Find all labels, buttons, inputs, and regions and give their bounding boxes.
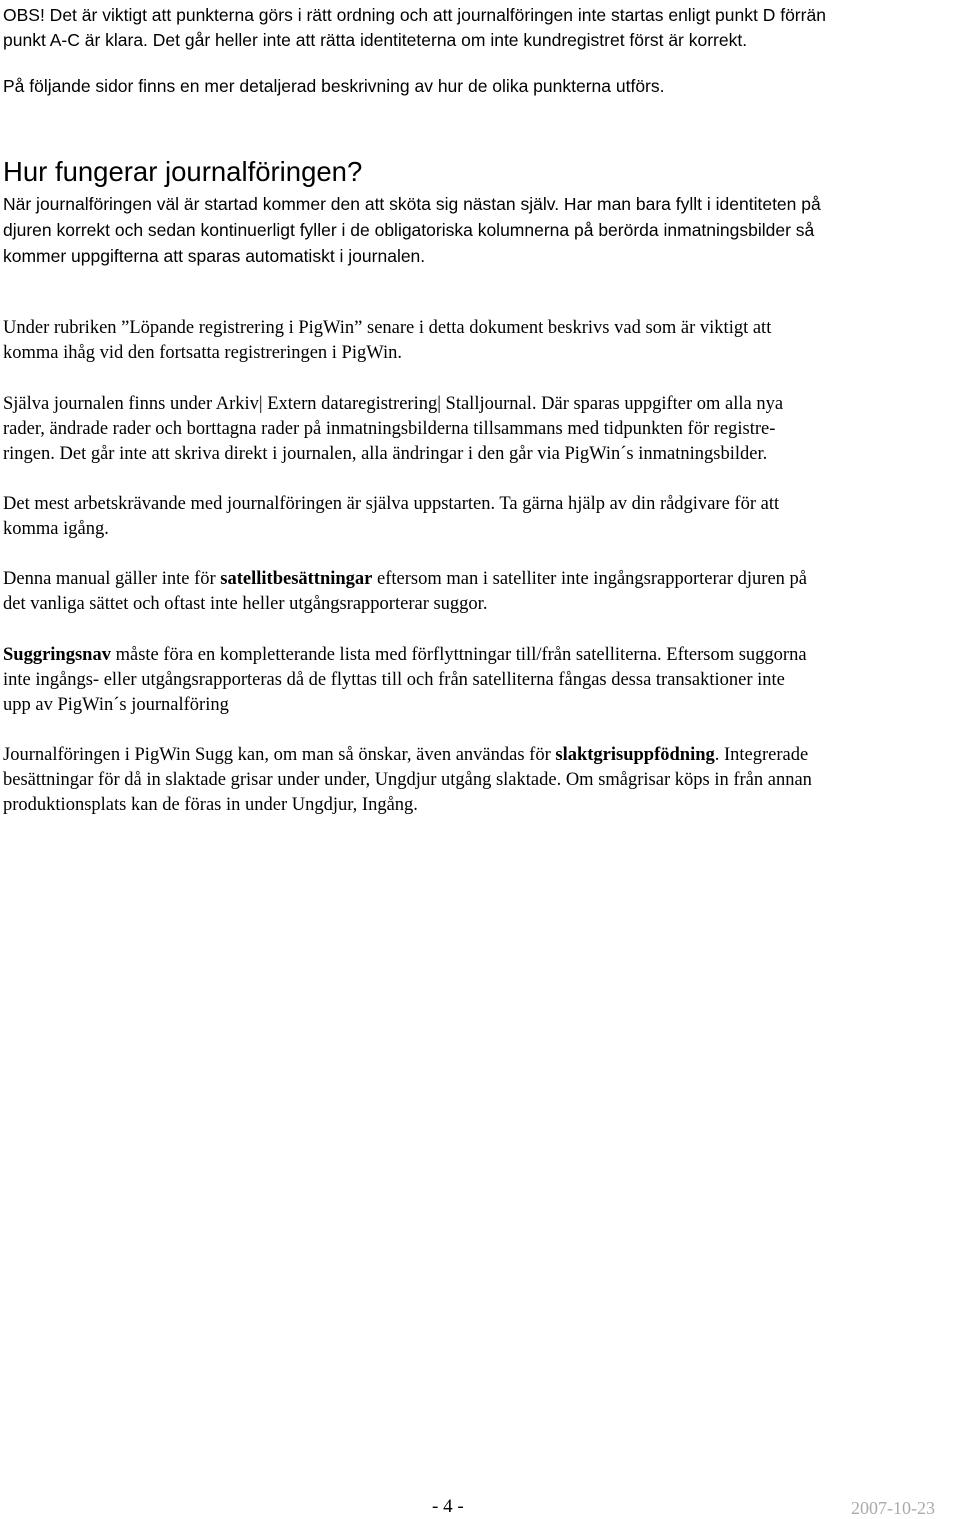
paragraph-7 [3,743,812,818]
paragraph-5-line-1a: Denna manual gäller inte för [3,569,221,589]
paragraph-5-line-1b: eftersom man i satelliter inte ingångsrapporterar djuren på [372,569,807,589]
paragraph-2-line-1: Under rubriken ”Löpande registrering i PigWin” senare i detta dokument beskrivs vad som är viktigt att [3,318,772,338]
page-number: - 4 - [432,1496,464,1517]
paragraph-1 [3,192,821,270]
paragraph-1-line-2: djuren korrekt och sedan kontinuerligt fyller i de obligatoriska kolumnerna på berörda inmatningsbilder så [3,220,815,240]
intro-line-2: punkt A-C är klara. Det går heller inte att rätta identiteterna om inte kundregistret först är korrekt. [3,30,748,50]
paragraph-7-line-1a: Journalföringen i PigWin Sugg kan, om man så önskar, även användas för [3,745,556,765]
paragraph-5-line-2: det vanliga sättet och oftast inte heller utgångsrapporterar suggor. [3,594,488,614]
paragraph-4 [3,492,779,542]
paragraph-2-line-2: komma ihåg vid den fortsatta registreringen i PigWin. [3,343,402,363]
intro-line-1: OBS! Det är viktigt att punkterna görs i rätt ordning och att journalföringen inte startas enligt punkt D förrän [3,5,826,25]
document-date: 2007-10-23 [851,1498,935,1518]
intro-paragraph [3,3,826,53]
paragraph-7-line-1b: . Integrerade [714,745,809,765]
paragraph-6-line-3: upp av PigWin´s journalföring [3,695,229,715]
section-heading: Hur fungerar journalföringen? [3,156,363,187]
paragraph-4-line-2: komma igång. [3,519,109,539]
suggringsnav-term: Suggringsnav [3,645,111,665]
paragraph-7-line-2: besättningar för då in slaktade grisar under under, Ungdjur utgång slaktade. Om smågrisar köps in från annan [3,770,812,790]
paragraph-3-line-2: rader, ändrade rader och borttagna rader på inmatningsbilderna tillsammans med tidpunkten för registre- [3,419,776,439]
paragraph-4-line-1: Det mest arbetskrävande med journalföringen är själva uppstarten. Ta gärna hjälp av din rådgivare för att [3,494,780,514]
paragraph-5 [3,567,807,617]
satellitbesattningar-term: satellitbesättningar [220,569,373,589]
paragraph-6 [3,643,807,718]
paragraph-6-line-2: inte ingångs- eller utgångsrapporteras då de flyttas till och från satelliterna fångas dessa transaktioner inte [3,670,785,690]
paragraph-2 [3,316,771,366]
paragraph-3 [3,392,783,467]
intro-line-3: På följande sidor finns en mer detaljerad beskrivning av hur de olika punkterna utförs. [3,76,665,96]
paragraph-7-line-3: produktionsplats kan de föras in under Ungdjur, Ingång. [3,795,418,815]
paragraph-1-line-3: kommer uppgifterna att sparas automatiskt i journalen. [3,246,426,266]
paragraph-1-line-1a: När journalföringen väl är startad kommer den att sköta sig nästan själv. [3,194,560,214]
paragraph-3-line-1: Själva journalen finns under Arkiv| Extern dataregistrering| Stalljournal. Där sparas uppgifter om alla nya [3,394,784,414]
paragraph-1-line-1b: Har man bara fyllt i identiteten på [559,194,821,214]
paragraph-3-line-3: ringen. Det går inte att skriva direkt i journalen, alla ändringar i den går via PigWin´s inmatningsbilder. [3,444,768,464]
paragraph-6-line-1: måste föra en kompletterande lista med förflyttningar till/från satelliterna. Eftersom suggorna [110,645,807,665]
slaktgrisuppfodning-term: slaktgrisuppfödning [555,745,715,765]
